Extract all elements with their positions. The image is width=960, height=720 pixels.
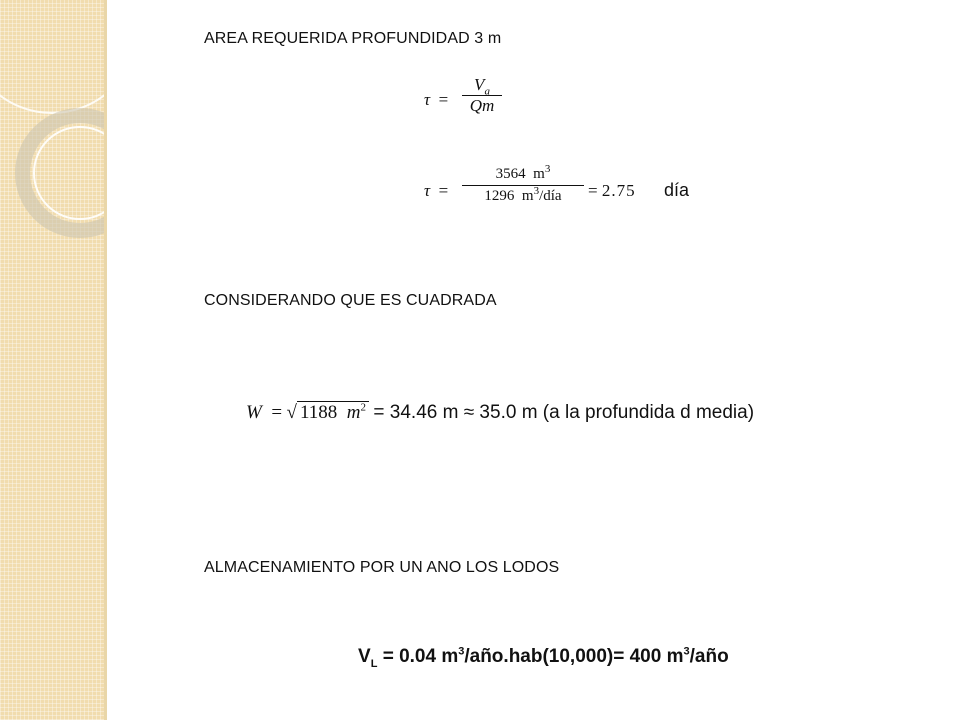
heading-area-requerida: AREA REQUERIDA PROFUNDIDAD 3 m <box>204 30 502 47</box>
denominator: Qm <box>469 96 495 115</box>
w-symbol: W <box>246 402 262 423</box>
equation-sludge-volume: $V_L = 0.04$ $m^3/año.hab(10,000)= 400$ $m^3$/año <box>358 645 729 670</box>
square-root: √ 1188 $m^2$ <box>287 401 369 423</box>
result-unit: día <box>664 180 690 200</box>
heading-almacenamiento: ALMACENAMIENTO POR UN ANO LOS LODOS <box>204 559 560 576</box>
decorative-ring <box>0 0 105 114</box>
result-value: 2.75 <box>601 181 636 200</box>
heading-considerando: CONSIDERANDO QUE ES CUADRADA <box>204 292 497 309</box>
vl-symbol: $V_L$ <box>358 646 378 670</box>
decorative-sidebar <box>0 0 105 720</box>
width-result: = 34.46 m ≈ 35.0 m (a la profundida d media) <box>373 402 755 423</box>
equation-width <box>246 402 754 424</box>
equals-sign: = <box>438 181 449 200</box>
equals-sign: = <box>271 402 283 423</box>
numerator: $V_a$ <box>474 75 490 98</box>
fraction-bar <box>462 185 584 186</box>
numerator: 3564 $m^3$ <box>495 163 551 182</box>
tau-symbol: τ <box>424 181 431 200</box>
equals-sign: = <box>588 181 598 200</box>
denominator: 1296 $m^3$/día <box>484 185 562 204</box>
sidebar-divider <box>104 0 107 720</box>
equals-sign: = <box>438 90 449 109</box>
tau-symbol: τ <box>424 90 431 109</box>
